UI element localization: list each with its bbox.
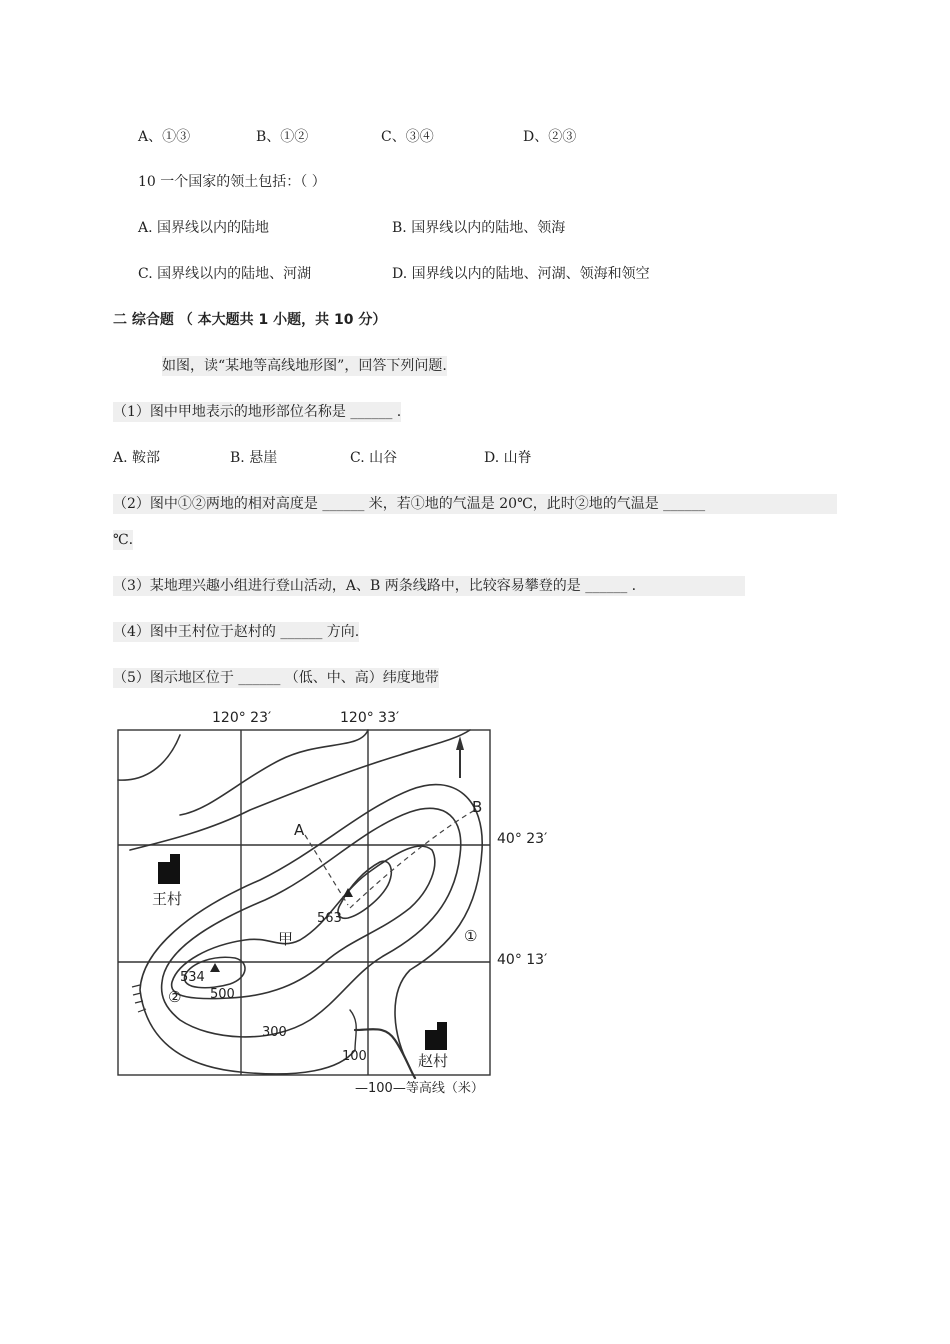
q1-option-a: A. 鞍部 — [113, 450, 161, 466]
point-2-label: ② — [168, 988, 182, 1006]
q1-option-b: B. 悬崖 — [230, 450, 278, 466]
peak-534-icon — [210, 963, 220, 972]
contour-label-100: 100 — [342, 1049, 367, 1064]
route-label-a: A — [294, 821, 305, 839]
question-3: （3）某地理兴趣小组进行登山活动，A、B 两条线路中，比较容易攀登的是 ______ . — [113, 576, 745, 596]
lon-label-1: 120° 23′ — [212, 710, 272, 726]
q1-option-c: C. 山谷 — [350, 450, 398, 466]
jia-label: 甲 — [278, 930, 294, 948]
lat-label-2: 40° 13′ — [497, 952, 548, 968]
q10-stem: 10 一个国家的领土包括：（ ） — [138, 174, 326, 190]
zhao-village-label: 赵村 — [418, 1052, 449, 1070]
question-4: （4）图中王村位于赵村的 ______ 方向. — [113, 624, 360, 640]
peak-label-563: 563 — [317, 911, 342, 926]
wang-village-label: 王村 — [152, 890, 183, 908]
contour-map — [110, 700, 570, 1105]
zhao-village-icon — [425, 1022, 447, 1050]
section-intro: 如图，读“某地等高线地形图”，回答下列问题. — [162, 358, 447, 374]
peak-563-icon — [343, 888, 353, 897]
peak-label-534: 534 — [180, 970, 205, 985]
wang-village-icon — [158, 854, 180, 884]
question-1: （1）图中甲地表示的地形部位名称是 ______ . — [113, 404, 402, 420]
q10-option-a: A. 国界线以内的陆地 — [138, 220, 270, 236]
lat-label-1: 40° 23′ — [497, 831, 548, 847]
q10-option-d: D. 国界线以内的陆地、河湖、领海和领空 — [392, 266, 650, 282]
question-2-line-1: （2）图中①②两地的相对高度是 ______ 米，若①地的气温是 20℃，此时②地的气温是 ______ — [113, 494, 837, 514]
q9-option-c: C、③④ — [381, 129, 434, 145]
section-heading: 二 综合题 （ 本大题共 1 小题，共 10 分） — [113, 312, 387, 328]
question-5: （5）图示地区位于 ______ （低、中、高）纬度地带 — [113, 670, 439, 686]
question-2-line-2: ℃. — [113, 532, 134, 548]
q9-option-a: A、①③ — [138, 129, 191, 145]
route-label-b: B — [472, 798, 483, 816]
q10-option-c: C. 国界线以内的陆地、河湖 — [138, 266, 312, 282]
lon-label-2: 120° 33′ — [340, 710, 400, 726]
q1-option-d: D. 山脊 — [484, 450, 532, 466]
contour-label-500: 500 — [210, 987, 235, 1002]
q9-option-b: B、①② — [256, 129, 309, 145]
contour-label-300: 300 — [262, 1025, 287, 1040]
q10-option-b: B. 国界线以内的陆地、领海 — [392, 220, 566, 236]
q9-option-d: D、②③ — [523, 129, 577, 145]
map-legend: —100—等高线（米） — [355, 1081, 484, 1096]
north-arrow-icon — [456, 736, 464, 778]
point-1-label: ① — [464, 927, 478, 945]
